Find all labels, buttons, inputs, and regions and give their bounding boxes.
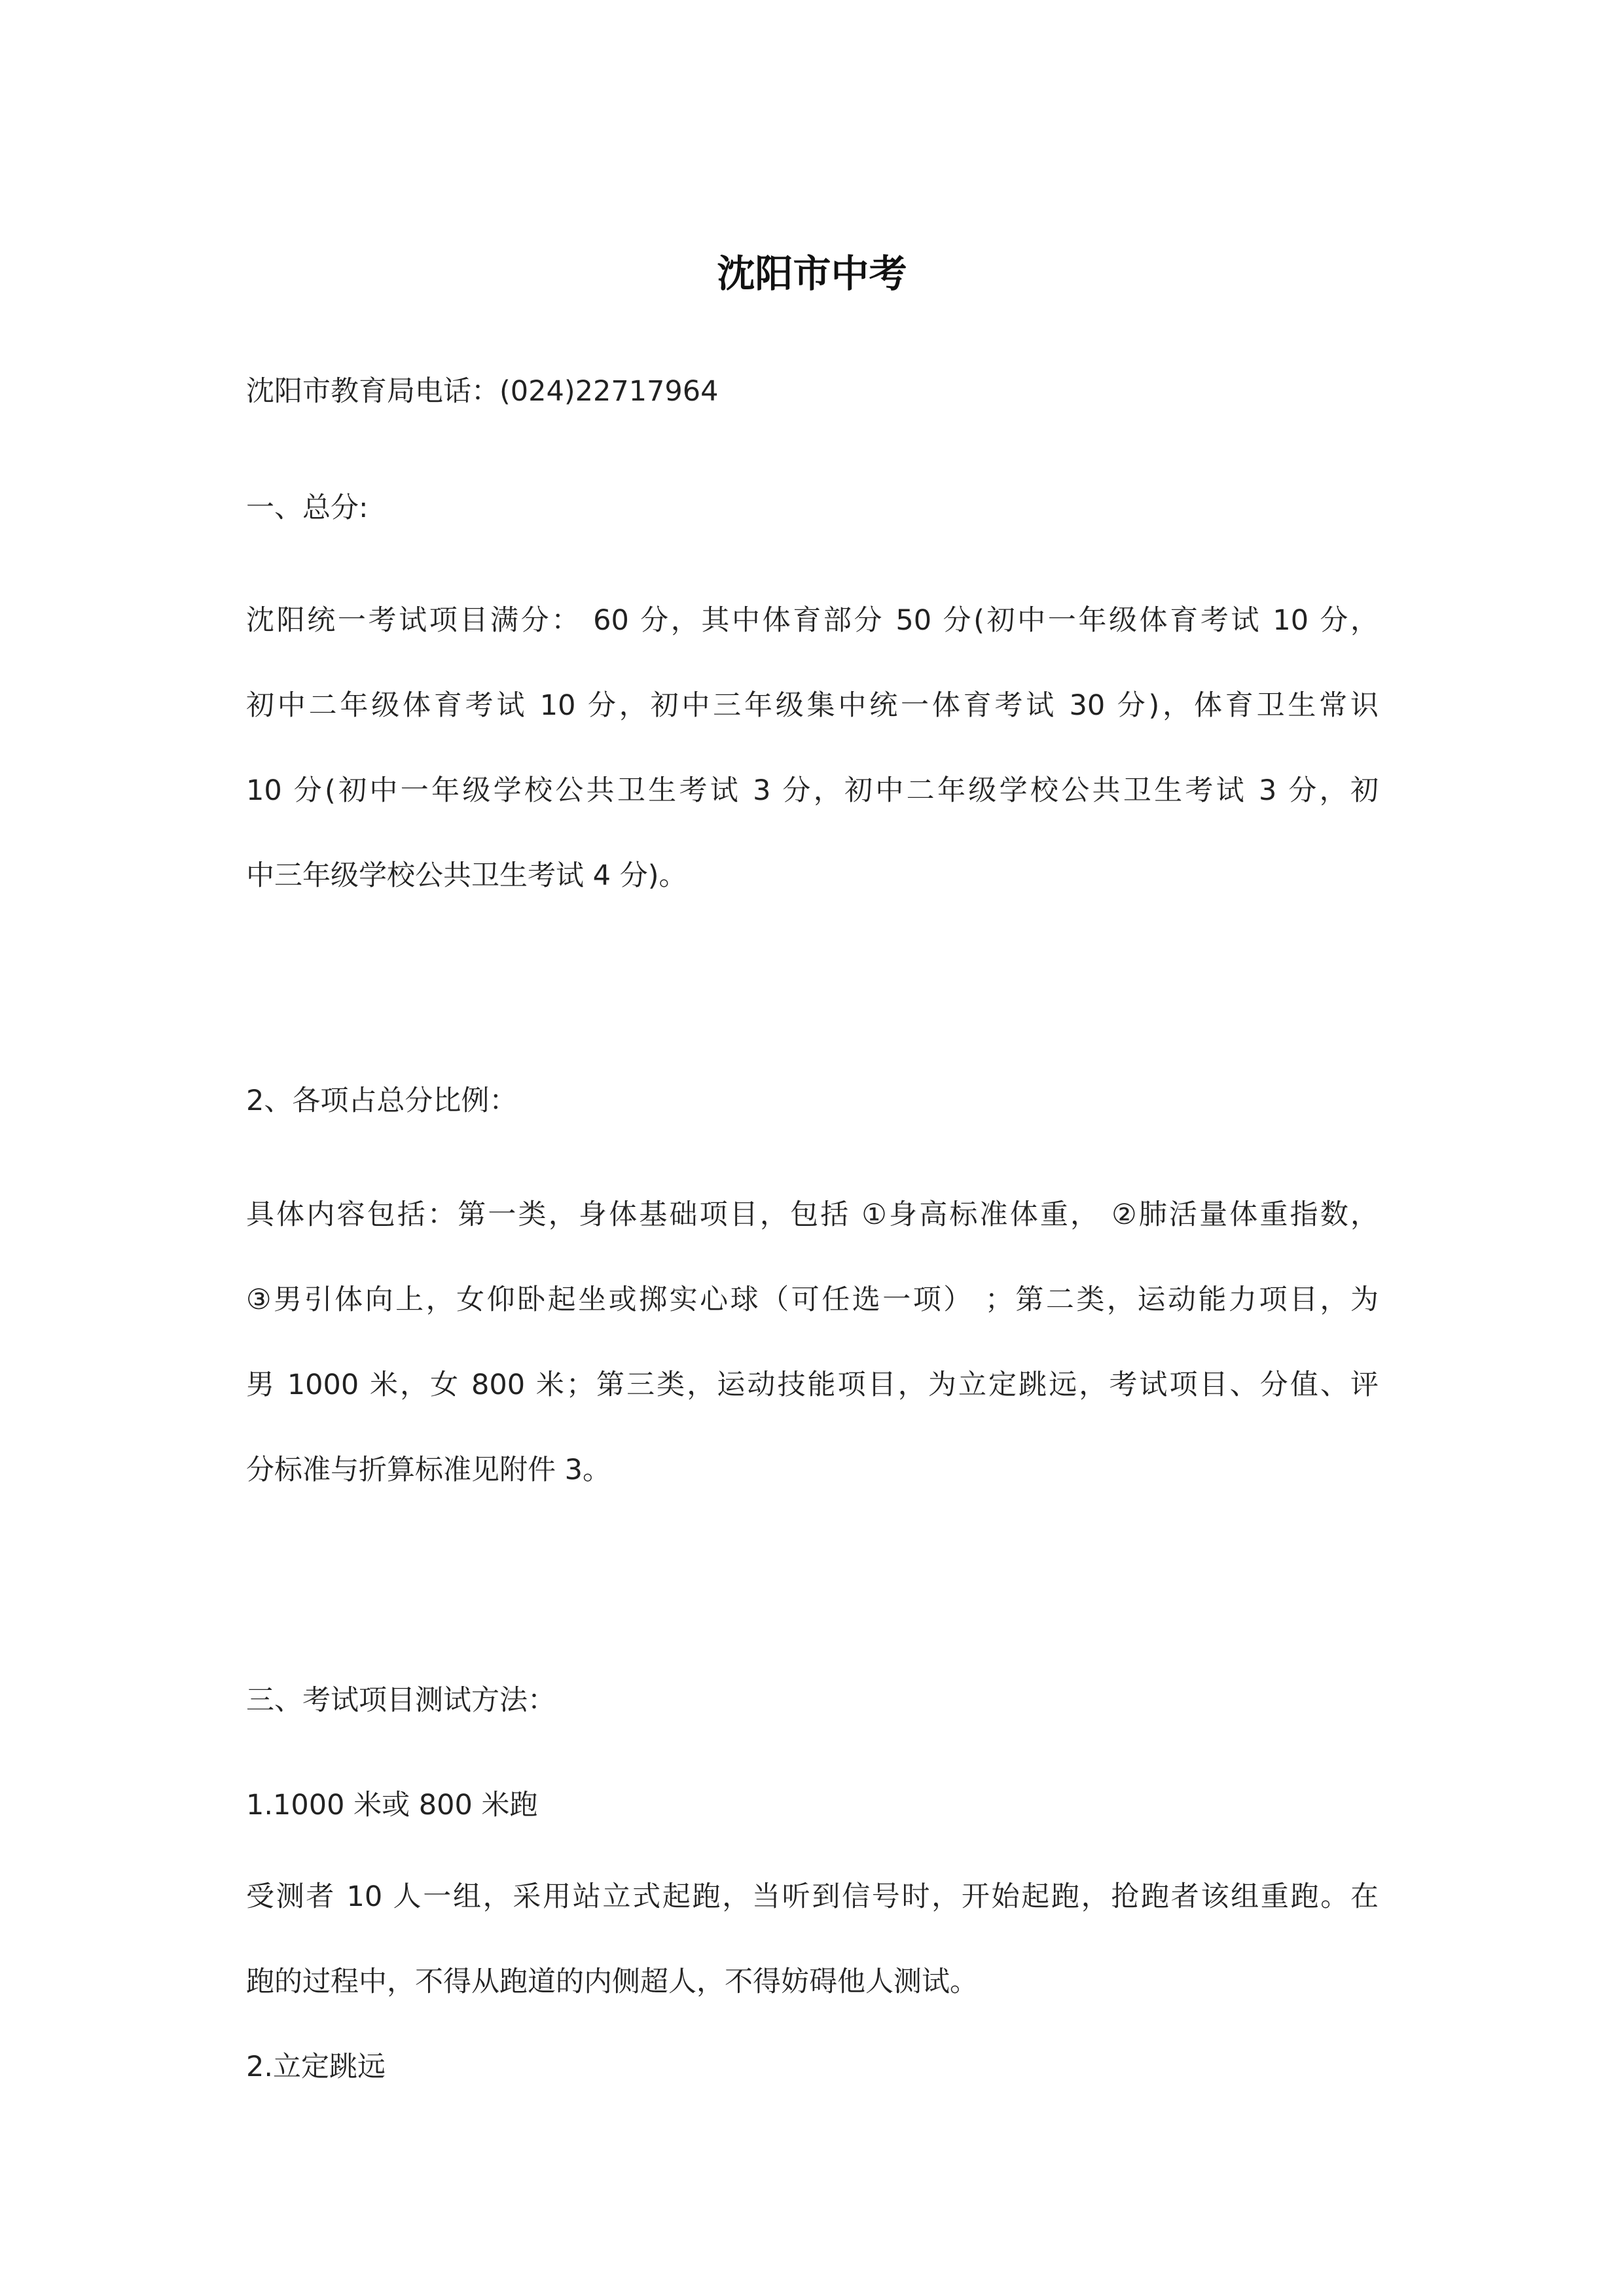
section2-paragraph-line: 男 1000 米，女 800 米；第三类，运动技能项目，为立定跳远，考试项目、分值、评 (246, 1369, 1379, 1401)
section1-paragraph-line: 沈阳统一考试项目满分： 60 分，其中体育部分 50 分(初中一年级体育考试 10 分， (246, 604, 1379, 637)
item1-paragraph-line: 受测者 10 人一组，采用站立式起跑，当听到信号时，开始起跑，抢跑者该组重跑。在 (246, 1880, 1379, 1913)
section3-heading: 三、考试项目测试方法： (246, 1684, 556, 1717)
section1-paragraph-line: 10 分(初中一年级学校公共卫生考试 3 分，初中二年级学校公共卫生考试 3 分，初 (246, 774, 1379, 807)
section2-paragraph-line: ③男引体向上，女仰卧起坐或掷实心球（可任选一项） ；第二类，运动能力项目，为 (246, 1283, 1379, 1316)
phone-line: 沈阳市教育局电话：(024)22717964 (246, 375, 719, 408)
section2-paragraph-line: 具体内容包括：第一类，身体基础项目，包括 ①身高标准体重， ②肺活量体重指数， (246, 1198, 1379, 1231)
section1-paragraph-line: 初中二年级体育考试 10 分，初中三年级集中统一体育考试 30 分)，体育卫生常识 (246, 689, 1379, 722)
item1-heading: 1.1000 米或 800 米跑 (246, 1789, 538, 1821)
section1-heading: 一、总分: (246, 492, 369, 524)
page-title: 沈阳市中考 (717, 251, 907, 296)
item1-paragraph-line: 跑的过程中，不得从跑道的内侧超人，不得妨碍他人测试。 (246, 1965, 978, 1998)
item2-heading: 2.立定跳远 (246, 2051, 386, 2083)
section2-heading: 2、各项占总分比例： (246, 1085, 518, 1117)
section2-paragraph-line: 分标准与折算标准见附件 3。 (246, 1454, 611, 1486)
section1-paragraph-line: 中三年级学校公共卫生考试 4 分)。 (246, 859, 687, 892)
